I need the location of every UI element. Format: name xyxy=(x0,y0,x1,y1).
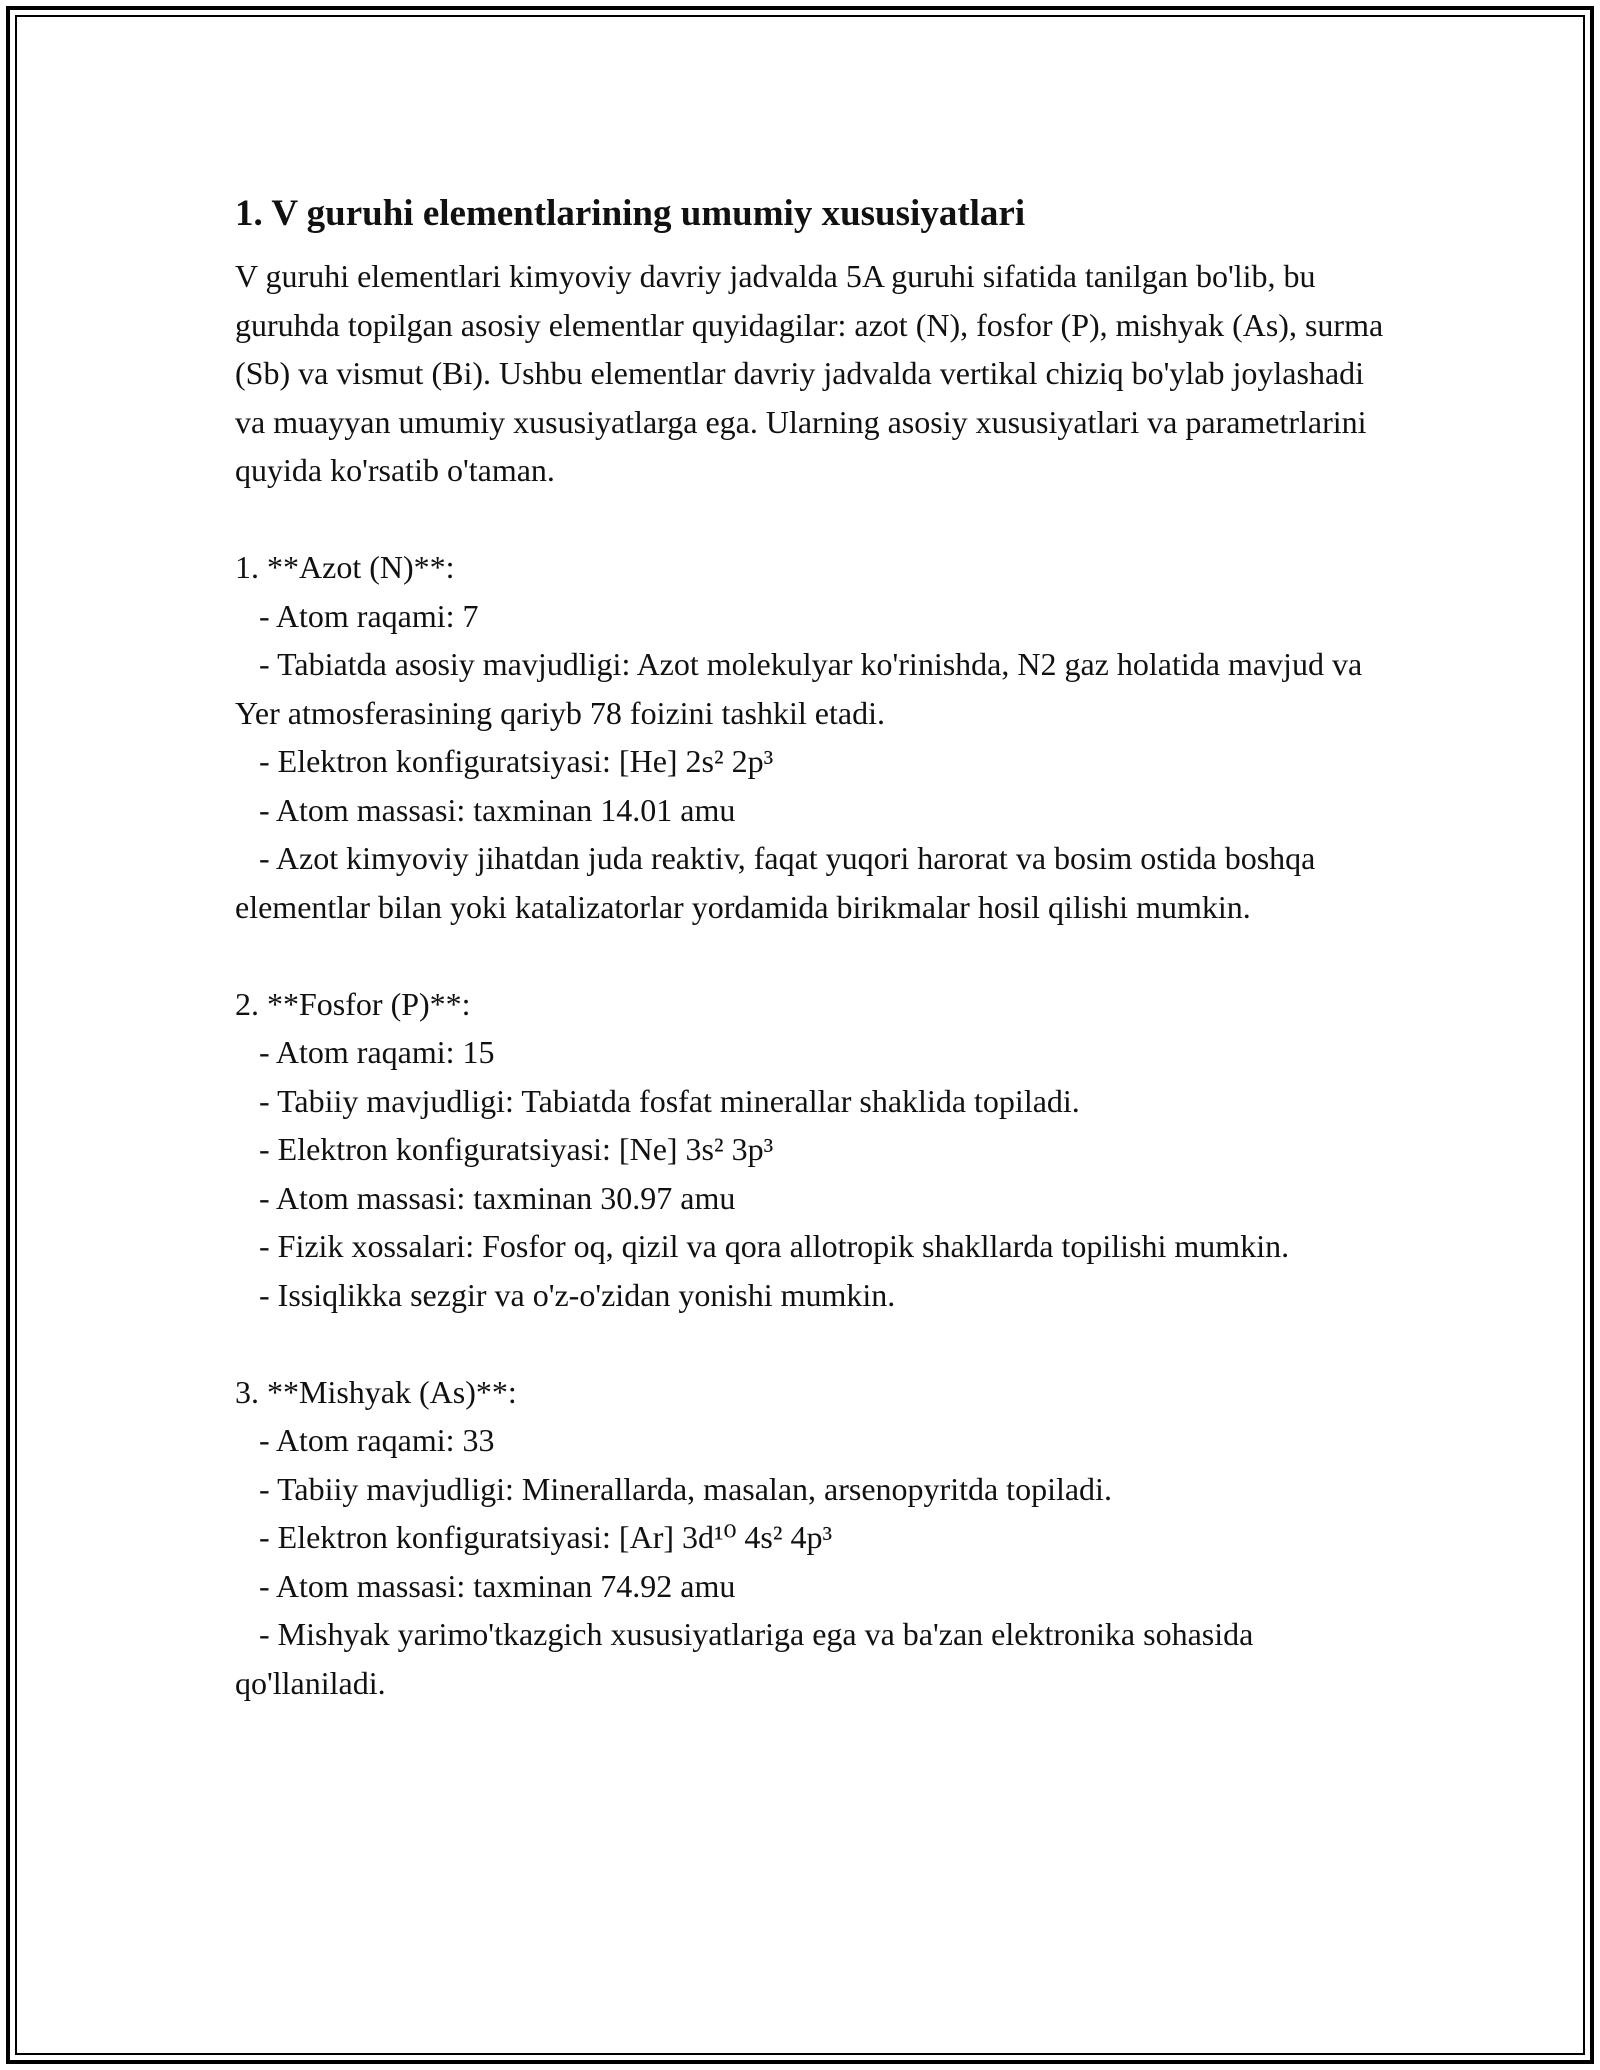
section-heading: 3. **Mishyak (As)**: xyxy=(235,1373,517,1410)
list-item: - Atom raqami: 15 xyxy=(235,1034,495,1070)
list-item: - Elektron konfiguratsiyasi: [Ne] 3s² 3p³ xyxy=(235,1131,774,1167)
list-item: - Tabiiy mavjudligi: Tabiatda fosfat minerallar shaklida topiladi. xyxy=(235,1082,1080,1119)
blank-line xyxy=(235,1319,1385,1368)
list-item: - Atom massasi: taxminan 74.92 amu xyxy=(235,1567,736,1604)
list-item: - Atom massasi: taxminan 30.97 amu xyxy=(235,1179,736,1216)
blank-line xyxy=(235,495,1385,544)
list-item: - Fizik xossalari: Fosfor oq, qizil va qora allotropik shakllarda topilishi mumkin. xyxy=(235,1228,1290,1264)
list-item: - Mishyak yarimo'tkazgich xususiyatlariga ega va ba'zan elektronika sohasida qo'llaniladi. xyxy=(235,1616,1262,1701)
list-item: - Tabiiy mavjudligi: Minerallarda, masalan, arsenopyritda topiladi. xyxy=(235,1470,1112,1507)
section-azot xyxy=(235,543,1385,931)
list-item: - Tabiatda asosiy mavjudligi: Azot molekulyar ko'rinishda, N2 gaz holatida mavjud va Yer atmosferasining qariyb 78 foizini tashkil etadi. xyxy=(235,646,1369,731)
blank-line xyxy=(235,931,1385,980)
document-body xyxy=(235,188,1392,1707)
section-fosfor xyxy=(235,980,1385,1320)
list-item: - Atom massasi: taxminan 14.01 amu xyxy=(235,791,736,828)
intro-paragraph: V guruhi elementlari kimyoviy davriy jadvalda 5A guruhi sifatida tanilgan bo'lib, bu guruhda topilgan asosiy elementlar quyidagilar: azot (N), fosfor (P), mishyak (As), surma (Sb) va vismut (Bi). Ushbu elementlar davriy jadvalda vertikal chiziq bo'ylab joylashadi va muayyan umumiy xususiyatlarga ega. Ularning asosiy xususiyatlari va parametrlarini quyida ko'rsatib o'taman. xyxy=(235,258,1392,488)
list-item: - Atom raqami: 7 xyxy=(235,597,479,634)
document-title: 1. V guruhi elementlarining umumiy xususiyatlari xyxy=(235,193,1026,234)
list-item: - Atom raqami: 33 xyxy=(235,1422,495,1458)
section-mishyak xyxy=(235,1368,1385,1708)
section-heading: 2. **Fosfor (P)**: xyxy=(235,985,471,1022)
list-item: - Elektron konfiguratsiyasi: [Ar] 3d¹⁰ 4s² 4p³ xyxy=(235,1519,833,1555)
section-heading: 1. **Azot (N)**: xyxy=(235,549,455,585)
list-item: - Elektron konfiguratsiyasi: [He] 2s² 2p³ xyxy=(235,743,774,779)
list-item: - Azot kimyoviy jihatdan juda reaktiv, faqat yuqori harorat va bosim ostida boshqa elementlar bilan yoki katalizatorlar yordamida birikmalar hosil qilishi mumkin. xyxy=(235,840,1324,925)
list-item: - Issiqlikka sezgir va o'z-o'zidan yonishi mumkin. xyxy=(235,1276,896,1313)
